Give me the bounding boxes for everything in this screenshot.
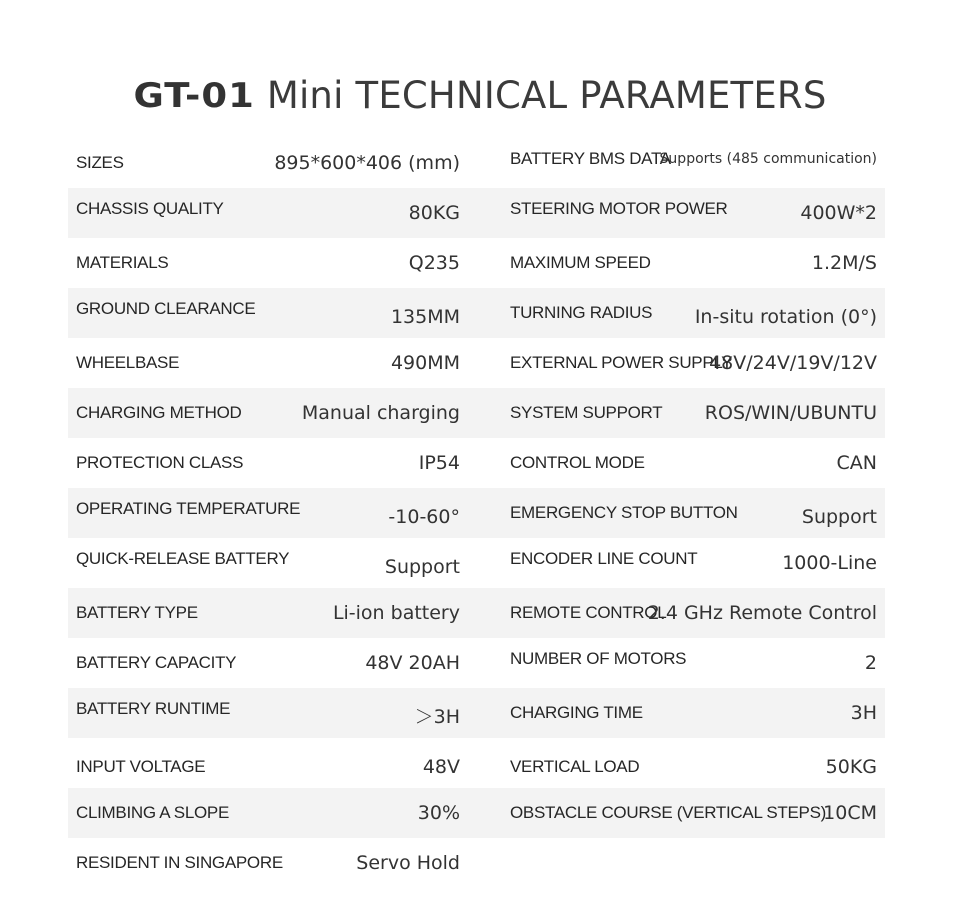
table-row	[68, 738, 885, 788]
table-row	[68, 438, 885, 488]
param-label: CHARGING TIME	[510, 703, 643, 722]
param-value: 135MM	[390, 306, 460, 328]
param-label: INPUT VOLTAGE	[76, 757, 206, 776]
param-value: Q235	[408, 252, 460, 274]
param-label: ENCODER LINE COUNT	[510, 549, 698, 568]
param-value: 80KG	[408, 202, 460, 224]
table-row	[68, 488, 885, 538]
table-row	[68, 688, 885, 738]
param-value: 2	[864, 652, 877, 674]
param-value: Support	[384, 556, 460, 578]
param-value: 30%	[417, 802, 460, 824]
table-row	[68, 138, 885, 188]
param-label: GROUND CLEARANCE	[76, 299, 256, 318]
param-label: BATTERY TYPE	[76, 603, 198, 622]
table-row	[68, 538, 885, 588]
param-label: CHASSIS QUALITY	[76, 199, 224, 218]
param-value: Servo Hold	[356, 852, 460, 874]
param-value: Support	[801, 506, 877, 528]
param-label: NUMBER OF MOTORS	[510, 649, 687, 668]
param-label: SYSTEM SUPPORT	[510, 403, 663, 422]
parameters-table	[68, 138, 885, 888]
param-label: STEERING MOTOR POWER	[510, 199, 728, 218]
param-value: Supports (485 communication)	[659, 151, 877, 167]
param-value: IP54	[418, 452, 460, 474]
product-logo-text: GT-01	[133, 75, 255, 116]
param-label: QUICK-RELEASE BATTERY	[76, 549, 290, 568]
table-row	[68, 588, 885, 638]
param-value: CAN	[836, 452, 877, 474]
param-value: 400W*2	[800, 202, 877, 224]
page-title	[0, 74, 960, 117]
param-label: PROTECTION CLASS	[76, 453, 244, 472]
param-value: 1.2M/S	[811, 252, 877, 274]
param-value: 48V 20AH	[365, 652, 460, 674]
param-value: 48V/24V/19V/12V	[709, 352, 877, 374]
table-row	[68, 188, 885, 238]
param-label: RESIDENT IN SINGAPORE	[76, 853, 283, 872]
param-value: In-situ rotation (0°)	[694, 306, 877, 328]
param-label: OBSTACLE COURSE (VERTICAL STEPS)	[510, 803, 826, 822]
param-label: REMOTE CONTROL	[510, 603, 667, 622]
table-row	[68, 388, 885, 438]
param-value: -10-60°	[388, 506, 460, 528]
title-text: Mini TECHNICAL PARAMETERS	[254, 74, 827, 117]
param-label: BATTERY CAPACITY	[76, 653, 237, 672]
param-value: 3H	[850, 702, 877, 724]
param-label: EMERGENCY STOP BUTTON	[510, 503, 738, 522]
param-label: VERTICAL LOAD	[510, 757, 640, 776]
param-label: CHARGING METHOD	[76, 403, 242, 422]
param-label: WHEELBASE	[76, 353, 180, 372]
param-value: ＞3H	[414, 706, 460, 728]
param-label: MATERIALS	[76, 253, 169, 272]
param-value: 10CM	[823, 802, 877, 824]
param-value: 895*600*406 (mm)	[274, 152, 460, 174]
table-row	[68, 288, 885, 338]
param-value: 490MM	[390, 352, 460, 374]
table-row	[68, 838, 885, 888]
param-value: 1000-Line	[782, 552, 877, 574]
param-label: EXTERNAL POWER SUPPLY	[510, 353, 733, 372]
param-value: Li-ion battery	[332, 602, 460, 624]
table-row	[68, 638, 885, 688]
param-label: CONTROL MODE	[510, 453, 645, 472]
param-label: TURNING RADIUS	[510, 303, 653, 322]
param-value: Manual charging	[301, 402, 460, 424]
param-label: BATTERY RUNTIME	[76, 699, 231, 718]
param-label: MAXIMUM SPEED	[510, 253, 651, 272]
table-row	[68, 788, 885, 838]
param-label: CLIMBING A SLOPE	[76, 803, 229, 822]
param-label: OPERATING TEMPERATURE	[76, 499, 301, 518]
param-value: 48V	[422, 756, 460, 778]
table-row	[68, 338, 885, 388]
param-value: ROS/WIN/UBUNTU	[704, 402, 877, 424]
param-value: 2.4 GHz Remote Control	[647, 602, 877, 624]
param-value: 50KG	[825, 756, 877, 778]
param-label: BATTERY BMS DATA	[510, 149, 671, 168]
param-label: SIZES	[76, 153, 124, 172]
table-row	[68, 238, 885, 288]
